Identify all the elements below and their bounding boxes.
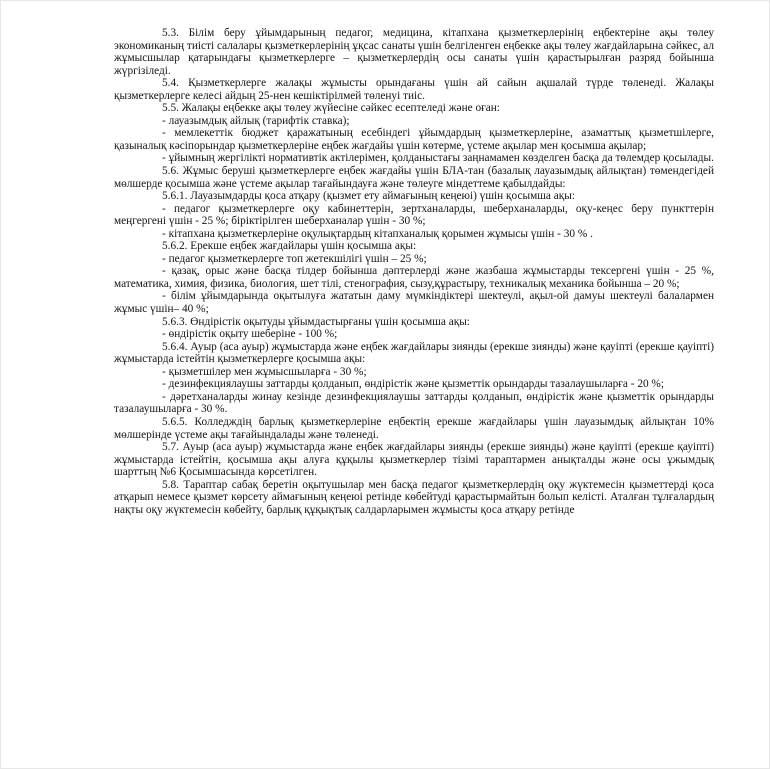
list-item: - педагог қызметкерлерге топ жетекшілігі үшін – 25 %; xyxy=(162,252,427,265)
list-item: - лауазымдық айлық (тарифтік ставка); xyxy=(162,114,350,127)
paragraph-5-6-2: 5.6.2. Ерекше еңбек жағдайлары үшін қосымша ақы: xyxy=(162,240,417,253)
list-item: - мемлекеттік бюджет қаражатының есебіндегі ұйымдардың қызметкерлеріне, азаматтық қызметшілерге, қазыналық кәсіпорындар қызметкерлеріне еңбек жағдайы үшін көтерме, үстеме ақылар мен қосымша ақылар; xyxy=(114,127,714,152)
list-item: - дезинфекциялаушы заттарды қолданып, өндірістік және қызметтік орындарды тазалаушыларға - 20 %; xyxy=(162,378,664,391)
document-body xyxy=(114,27,714,516)
paragraph-5-6-3: 5.6.3. Өндірістік оқытуды ұйымдастырғаны үшін қосымша ақы: xyxy=(162,315,470,328)
list-item: - ұйымның жергілікті нормативтік актілерімен, қолданыстағы заңнамамен көзделген басқа да төлемдер қосылады. xyxy=(162,152,714,165)
list-item: - қазақ, орыс және басқа тілдер бойынша дәптерлерді және жазбаша жұмыстарды тексергені үшін - 25 %, математика, химия, физика, биология, шет тілі, стенография, сызу,құрастыру, техникалық механика бойынша – 20 %; xyxy=(114,265,714,290)
list-item: - дәретханаларды жинау кезінде дезинфекциялаушы заттарды қолданып, өндірістік және қызметтік орындарды тазалаушыларға - 30 %. xyxy=(114,390,714,416)
list-item: - кітапхана қызметкерлеріне оқулықтардың кітапханалық қорымен жұмысы үшін - 30 % . xyxy=(162,227,593,240)
list-item: - өндірістік оқыту шеберіне - 100 %; xyxy=(162,328,338,341)
paragraph-5-6: 5.6. Жұмыс беруші қызметкерлерге еңбек жағдайы үшін БЛА-тан (базалық лауазымдық айлықтан) төмендегідей мөлшерде қосымша және үстеме ақылар тағайындауға және төлеуге міндеттеме қабылдайды: xyxy=(114,165,714,190)
paragraph-5-5: 5.5. Жалақы еңбекке ақы төлеу жүйесіне сәйкес есептеледі және оған: xyxy=(162,102,500,115)
paragraph-5-8: 5.8. Тараптар сабақ беретін оқытушылар мен басқа педагог қызметкерлердің оқу жүктемесін қызметтерді қоса атқарып немесе қызмет көрсету аймағының кеңеюі ретінде көбейтуді қарастырмайтын болып келісті. Аталған тұлғалардың нақты оқу жүктемесін көбейту, барлық құқықтық салдарларымен жұмысты қоса атқару ретінде xyxy=(114,478,714,516)
paragraph-5-3: 5.3. Білім беру ұйымдарының педагог, медицина, кітапхана қызметкерлерінің еңбектеріне ақы төлеу экономиканың тиісті салалары қызметкерлерінің ұқсас санаты үшін белгіленген еңбекке ақы төлеу жағдайларына сәйкес, ал жұмысшылар қатарындағы қызметкерлерге – қызметкерлердің осы санаты үшін қарастырылған разряд бойынша жүргізіледі. xyxy=(114,27,714,77)
list-item: - білім ұйымдарында оқытылуға жататын даму мүмкіндіктері шектеулі, ақыл-ой дамуы шектеулі балалармен жұмыс үшін– 40 %; xyxy=(114,290,714,316)
paragraph-5-4: 5.4. Қызметкерлерге жалақы жұмысты орындағаны үшін ай сайын ақшалай түрде төленеді. Жалақы қызметкерлерге келесі айдың 25-нен кешіктірілмей төленуі тиіс. xyxy=(114,77,714,102)
paragraph-5-7: 5.7. Ауыр (аса ауыр) жұмыстарда және еңбек жағдайлары зиянды (ерекше зиянды) және қауіпті (ерекше қауіпті) жұмыстарда істейтін, қосымша ақы алуға құқылы қызметкерлер тізімі тараптармен анықталды және осы ұжымдық шарттың №6 Қосымшасында көрсетілген. xyxy=(114,441,714,479)
paragraph-5-6-4: 5.6.4. Ауыр (аса ауыр) жұмыстарда және еңбек жағдайлары зиянды (ерекше зиянды) және қауіпті (ерекше қауіпті) жұмыстарда істейтін қызметкерлерге қосымша ақы: xyxy=(114,340,714,366)
paragraph-5-6-1: 5.6.1. Лауазымдарды қоса атқару (қызмет ету аймағының кеңеюі) үшін қосымша ақы: xyxy=(162,190,575,203)
list-item: - педагог қызметкерлерге оқу кабинеттерін, зертханаларды, шеберханаларды, оқу-кеңес беру пункттерін меңгергені үшін - 25 %; біріктірілген шеберханалар үшін - 30 %; xyxy=(114,202,714,228)
list-item: - қызметшілер мен жұмысшыларға - 30 %; xyxy=(162,365,367,378)
paragraph-5-6-5: 5.6.5. Колледждің барлық қызметкерлеріне еңбектің ерекше жағдайлары үшін лауазымдық айлықтан 10% мөлшерінде үстеме ақы тағайындалады және төленеді. xyxy=(114,415,714,441)
